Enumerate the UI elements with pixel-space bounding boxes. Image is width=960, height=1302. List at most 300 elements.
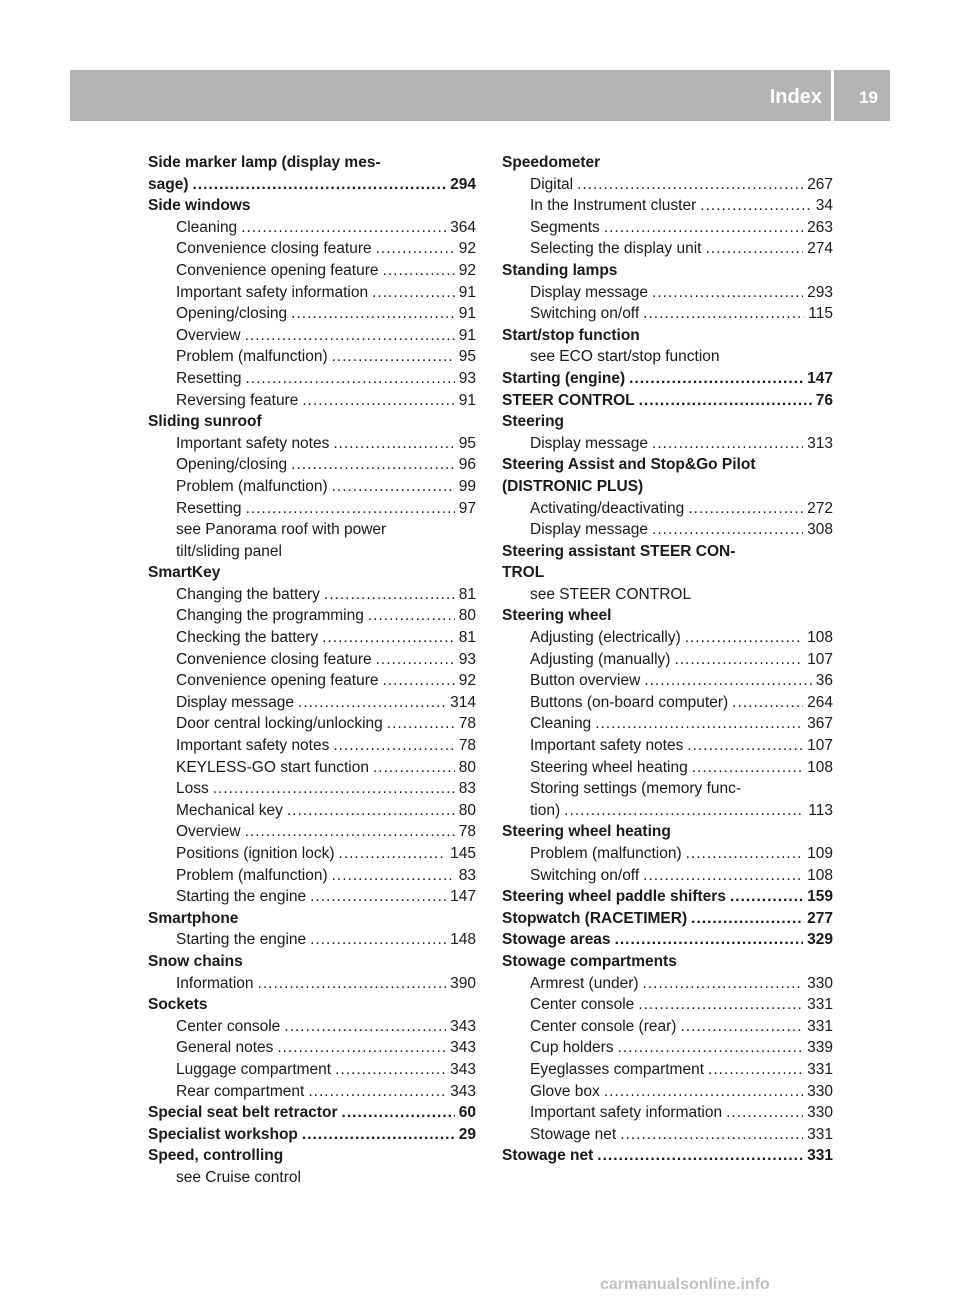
index-subentry (148, 1037, 476, 1059)
entry-label: Stowage areas (502, 931, 611, 949)
entry-label: Specialist workshop (148, 1125, 298, 1143)
page-reference[interactable]: 92 (458, 240, 476, 258)
index-heading (502, 152, 833, 174)
dot-leader (302, 390, 454, 412)
entry-label: Door central locking/unlocking (176, 715, 383, 733)
index-subentry (148, 368, 476, 390)
dot-leader (387, 713, 455, 735)
entry-label: Adjusting (manually) (530, 650, 671, 668)
index-heading (502, 325, 833, 347)
entry-label: TROL (502, 564, 545, 582)
entry-label: Sockets (148, 996, 208, 1014)
dot-leader (245, 498, 454, 520)
entry-label: tion) (530, 801, 561, 819)
dot-leader (615, 929, 804, 951)
page-reference[interactable]: 147 (807, 369, 833, 387)
entry-label: Center console (176, 1017, 281, 1035)
index-heading (148, 195, 476, 217)
index-subentry (148, 973, 476, 995)
page-reference[interactable]: 78 (458, 715, 476, 733)
index-heading (502, 541, 833, 563)
entry-label: Starting the engine (176, 931, 307, 949)
index-subentry (148, 649, 476, 671)
dot-leader (258, 973, 447, 995)
page-reference[interactable]: 97 (458, 499, 476, 517)
index-heading (148, 174, 476, 196)
index-subentry (502, 346, 833, 368)
dot-leader (245, 325, 455, 347)
page-reference[interactable]: 36 (815, 672, 833, 690)
page-reference[interactable]: 339 (807, 1039, 833, 1057)
index-column-right (502, 152, 833, 1167)
entry-label: Display message (530, 283, 649, 301)
page-reference[interactable]: 145 (450, 845, 476, 862)
index-heading (148, 1145, 476, 1167)
index-heading (502, 821, 833, 843)
index-subentry (502, 843, 833, 865)
entry-label: Digital (530, 175, 574, 193)
entry-label: Glove box (530, 1082, 600, 1100)
entry-label: see STEER CONTROL (530, 585, 692, 603)
dot-leader (284, 1016, 446, 1038)
entry-label: Steering (502, 413, 565, 431)
dot-leader (638, 994, 803, 1016)
index-subentry (148, 865, 476, 887)
index-subentry (148, 584, 476, 606)
entry-label: Display message (530, 434, 649, 452)
index-subentry (502, 1102, 833, 1124)
dot-leader (368, 605, 455, 627)
page-reference[interactable]: 263 (807, 218, 833, 236)
page-reference[interactable]: 272 (807, 499, 833, 517)
page-reference[interactable]: 159 (807, 888, 833, 906)
index-heading (502, 605, 833, 627)
dot-leader (291, 303, 455, 325)
entry-label: Convenience closing feature (176, 240, 372, 258)
dot-leader (322, 627, 455, 649)
index-subentry (502, 800, 833, 822)
index-subentry (148, 454, 476, 476)
entry-label: Cleaning (530, 715, 592, 733)
entry-label: Center console (rear) (530, 1017, 677, 1035)
dot-leader (686, 843, 804, 865)
entry-label: Stowage net (502, 1147, 594, 1165)
entry-label: Starting the engine (176, 888, 307, 906)
dot-leader (680, 1016, 803, 1038)
page-reference[interactable]: 80 (458, 607, 476, 625)
index-subentry (148, 282, 476, 304)
entry-label: Convenience closing feature (176, 650, 372, 668)
page-reference[interactable]: 330 (807, 974, 833, 992)
page-reference[interactable]: 343 (450, 1082, 476, 1100)
page-reference[interactable]: 329 (807, 931, 833, 949)
page-reference[interactable]: 364 (450, 218, 476, 236)
header-divider (831, 70, 834, 121)
entry-label: Display message (530, 521, 649, 539)
entry-label: Resetting (176, 499, 242, 517)
dot-leader (376, 649, 455, 671)
index-heading (502, 454, 833, 476)
dot-leader (310, 886, 446, 908)
entry-label: (DISTRONIC PLUS) (502, 477, 644, 495)
dot-leader (691, 908, 803, 930)
page-reference[interactable]: 107 (807, 650, 833, 668)
page-reference[interactable]: 108 (807, 629, 833, 647)
entry-label: Cleaning (176, 218, 238, 236)
index-subentry (148, 498, 476, 520)
index-subentry (502, 649, 833, 671)
page-reference[interactable]: 91 (458, 391, 476, 409)
page-reference[interactable]: 331 (807, 1060, 833, 1078)
entry-label: Speed, controlling (148, 1147, 284, 1165)
dot-leader (685, 627, 803, 649)
page-reference[interactable]: 331 (807, 996, 833, 1014)
page-reference[interactable]: 76 (815, 391, 833, 409)
index-subentry (148, 238, 476, 260)
entry-label: Switching on/off (530, 305, 640, 323)
dot-leader (302, 1124, 455, 1146)
page-reference[interactable]: 91 (458, 305, 476, 323)
entry-label: Mechanical key (176, 801, 283, 819)
entry-label: Special seat belt retractor (148, 1104, 338, 1122)
dot-leader (597, 1145, 803, 1167)
entry-label: Opening/closing (176, 456, 288, 474)
index-subentry (148, 735, 476, 757)
dot-leader (332, 865, 455, 887)
index-subentry (148, 757, 476, 779)
page-reference[interactable]: 29 (458, 1125, 476, 1143)
entry-label: Armrest (under) (530, 974, 639, 992)
entry-label: Standing lamps (502, 261, 618, 279)
dot-leader (643, 973, 804, 995)
page-reference[interactable]: 308 (807, 521, 833, 539)
index-subentry (502, 778, 833, 800)
entry-label: Steering wheel heating (530, 758, 688, 776)
entry-label: Positions (ignition lock) (176, 845, 335, 862)
page-reference[interactable]: 91 (458, 283, 476, 301)
index-subentry (502, 994, 833, 1016)
index-subentry (148, 1167, 476, 1189)
entry-label: Problem (malfunction) (176, 477, 328, 495)
index-subentry (502, 713, 833, 735)
index-subentry (148, 1059, 476, 1081)
dot-leader (577, 174, 803, 196)
page-reference[interactable]: 313 (807, 434, 833, 452)
dot-leader (639, 390, 812, 412)
index-heading (502, 929, 833, 951)
dot-leader (732, 692, 803, 714)
index-heading (502, 368, 833, 390)
dot-leader (298, 692, 446, 714)
index-heading (502, 562, 833, 584)
dot-leader (730, 886, 803, 908)
page-reference[interactable]: 294 (450, 175, 476, 193)
page-reference[interactable]: 293 (807, 283, 833, 301)
page-header (70, 70, 890, 121)
index-subentry (148, 692, 476, 714)
dot-leader (310, 929, 446, 951)
dot-leader (564, 800, 804, 822)
page-reference[interactable]: 92 (458, 672, 476, 690)
entry-label: Buttons (on-board computer) (530, 693, 729, 711)
index-subentry (502, 692, 833, 714)
entry-label: Stowage compartments (502, 952, 677, 970)
index-subentry (502, 1059, 833, 1081)
page-reference[interactable]: 367 (807, 715, 833, 733)
dot-leader (652, 519, 803, 541)
index-subentry (148, 390, 476, 412)
dot-leader (708, 1059, 803, 1081)
index-subentry (502, 1081, 833, 1103)
page-reference[interactable]: 331 (807, 1147, 833, 1165)
index-heading (148, 411, 476, 433)
dot-leader (339, 843, 447, 865)
page-reference[interactable]: 78 (458, 823, 476, 841)
page-reference[interactable]: 343 (450, 1039, 476, 1057)
index-subentry (502, 519, 833, 541)
entry-label: Steering wheel (502, 607, 612, 625)
index-subentry (502, 757, 833, 779)
dot-leader (383, 260, 455, 282)
index-subentry (502, 498, 833, 520)
entry-label: Problem (malfunction) (530, 845, 682, 862)
entry-label: Stowage net (530, 1125, 617, 1143)
page-reference[interactable]: 80 (458, 758, 476, 776)
dot-leader (335, 1059, 446, 1081)
page-reference[interactable]: 34 (815, 197, 833, 215)
entry-label: see ECO start/stop function (530, 348, 720, 366)
page-reference[interactable]: 109 (807, 845, 833, 862)
index-subentry (502, 735, 833, 757)
index-heading (148, 1124, 476, 1146)
index-heading (502, 411, 833, 433)
page-reference[interactable]: 80 (458, 801, 476, 819)
entry-label: Important safety notes (176, 434, 330, 452)
entry-label: Smartphone (148, 909, 239, 927)
entry-label: sage) (148, 175, 189, 193)
dot-leader (618, 1037, 804, 1059)
entry-label: Opening/closing (176, 305, 288, 323)
page-reference[interactable]: 390 (450, 974, 476, 992)
page-reference[interactable]: 93 (458, 369, 476, 387)
dot-leader (688, 498, 803, 520)
page-reference[interactable]: 267 (807, 175, 833, 193)
entry-label: Side marker lamp (display mes- (148, 154, 381, 171)
page-reference[interactable]: 274 (807, 240, 833, 258)
entry-label: Start/stop function (502, 326, 640, 344)
index-heading (148, 1102, 476, 1124)
page-reference[interactable]: 81 (458, 629, 476, 647)
index-subentry (148, 1081, 476, 1103)
index-subentry (148, 217, 476, 239)
page-reference[interactable]: 78 (458, 737, 476, 755)
index-subentry (148, 713, 476, 735)
dot-leader (687, 735, 803, 757)
index-heading (502, 908, 833, 930)
index-heading (148, 994, 476, 1016)
entry-label: Selecting the display unit (530, 240, 702, 258)
index-subentry (148, 843, 476, 865)
index-subentry (502, 627, 833, 649)
index-subentry (502, 1016, 833, 1038)
dot-leader (287, 800, 455, 822)
page-reference[interactable]: 91 (458, 326, 476, 344)
index-subentry (148, 476, 476, 498)
page-reference[interactable]: 96 (458, 456, 476, 474)
index-subentry (502, 865, 833, 887)
entry-label: Convenience opening feature (176, 261, 379, 279)
dot-leader (324, 584, 455, 606)
entry-label: Adjusting (electrically) (530, 629, 681, 647)
entry-label: Luggage compartment (176, 1060, 332, 1078)
dot-leader (332, 346, 455, 368)
index-subentry (148, 541, 476, 563)
index-subentry (502, 1037, 833, 1059)
page-reference[interactable]: 277 (807, 909, 833, 927)
page-reference[interactable]: 108 (807, 758, 833, 776)
index-heading (148, 908, 476, 930)
page-reference[interactable]: 330 (807, 1082, 833, 1100)
dot-leader (383, 670, 455, 692)
dot-leader (333, 433, 454, 455)
entry-label: Stopwatch (RACETIMER) (502, 909, 688, 927)
dot-leader (644, 670, 811, 692)
entry-label: Reversing feature (176, 391, 299, 409)
page-reference[interactable]: 83 (458, 866, 476, 884)
index-subentry (502, 282, 833, 304)
dot-leader (193, 174, 447, 196)
dot-leader (692, 757, 803, 779)
entry-label: Eyeglasses compartment (530, 1060, 705, 1078)
page-reference[interactable]: 107 (807, 737, 833, 755)
index-heading (502, 260, 833, 282)
page-reference[interactable]: 264 (807, 693, 833, 711)
page-reference[interactable]: 92 (458, 261, 476, 279)
page-reference[interactable]: 83 (458, 780, 476, 798)
page-reference[interactable]: 95 (458, 348, 476, 366)
page-reference[interactable]: 115 (808, 305, 833, 323)
page-reference[interactable]: 330 (807, 1104, 833, 1122)
dot-leader (332, 476, 455, 498)
index-heading (502, 476, 833, 498)
entry-label: Sliding sunroof (148, 413, 262, 431)
page-reference[interactable]: 99 (458, 477, 476, 495)
index-subentry (148, 800, 476, 822)
dot-leader (245, 821, 455, 843)
page-reference[interactable]: 81 (458, 585, 476, 603)
page-reference[interactable]: 331 (807, 1017, 833, 1035)
entry-label: Display message (176, 693, 295, 711)
index-subentry (148, 821, 476, 843)
entry-label: see Panorama roof with power (176, 521, 387, 539)
dot-leader (604, 1081, 803, 1103)
page-reference[interactable]: 108 (807, 866, 833, 884)
index-subentry (502, 584, 833, 606)
page-reference[interactable]: 60 (458, 1104, 476, 1122)
index-subentry (502, 670, 833, 692)
page-reference[interactable]: 95 (458, 434, 476, 452)
entry-label: Side windows (148, 197, 251, 215)
entry-label: Problem (malfunction) (176, 866, 328, 884)
index-subentry (502, 303, 833, 325)
dot-leader (643, 303, 804, 325)
index-subentry (502, 217, 833, 239)
dot-leader (245, 368, 454, 390)
entry-label: Important safety notes (530, 737, 684, 755)
entry-label: Speedometer (502, 154, 601, 171)
entry-label: see Cruise control (176, 1168, 301, 1186)
index-column-left (148, 152, 476, 1189)
entry-label: Steering Assist and Stop&Go Pilot (502, 456, 756, 474)
page-reference[interactable]: 113 (808, 801, 833, 819)
entry-label: KEYLESS-GO start function (176, 758, 369, 776)
index-subentry (148, 519, 476, 541)
index-subentry (148, 605, 476, 627)
index-heading (148, 562, 476, 584)
index-heading (502, 886, 833, 908)
index-heading (502, 1145, 833, 1167)
index-subentry (148, 670, 476, 692)
entry-label: Convenience opening feature (176, 672, 379, 690)
page-number: 19 (859, 88, 878, 107)
entry-label: Starting (engine) (502, 369, 626, 387)
dot-leader (674, 649, 803, 671)
page-reference[interactable]: 148 (450, 931, 476, 949)
entry-label: Steering wheel heating (502, 823, 671, 841)
index-subentry (502, 195, 833, 217)
entry-label: Center console (530, 996, 635, 1014)
entry-label: Snow chains (148, 952, 243, 970)
entry-label: Overview (176, 823, 241, 841)
dot-leader (604, 217, 803, 239)
entry-label: In the Instrument cluster (530, 197, 697, 215)
dot-leader (726, 1102, 803, 1124)
entry-label: Changing the programming (176, 607, 364, 625)
entry-label: Rear compartment (176, 1082, 305, 1100)
index-subentry (148, 346, 476, 368)
page-reference[interactable]: 147 (450, 888, 476, 906)
entry-label: Steering wheel paddle shifters (502, 888, 726, 906)
page-reference[interactable]: 343 (450, 1060, 476, 1078)
dot-leader (652, 282, 803, 304)
entry-label: Problem (malfunction) (176, 348, 328, 366)
index-subentry (148, 1016, 476, 1038)
entry-label: Loss (176, 780, 209, 798)
index-subentry (148, 778, 476, 800)
entry-label: Checking the battery (176, 629, 319, 647)
page-reference[interactable]: 331 (807, 1125, 833, 1143)
dot-leader (333, 735, 454, 757)
dot-leader (700, 195, 811, 217)
page-reference[interactable]: 93 (458, 650, 476, 668)
dot-leader (652, 433, 803, 455)
dot-leader (372, 282, 455, 304)
dot-leader (213, 778, 455, 800)
entry-label: tilt/sliding panel (176, 542, 282, 560)
dot-leader (620, 1124, 803, 1146)
dot-leader (277, 1037, 446, 1059)
dot-leader (373, 757, 455, 779)
entry-label: Cup holders (530, 1039, 614, 1057)
index-subentry (148, 303, 476, 325)
dot-leader (241, 217, 446, 239)
entry-label: Steering assistant STEER CON- (502, 542, 736, 560)
page-reference[interactable]: 314 (450, 693, 476, 711)
index-heading (148, 951, 476, 973)
dot-leader (705, 238, 803, 260)
section-title: Index (769, 86, 822, 108)
page-reference[interactable]: 343 (450, 1017, 476, 1035)
